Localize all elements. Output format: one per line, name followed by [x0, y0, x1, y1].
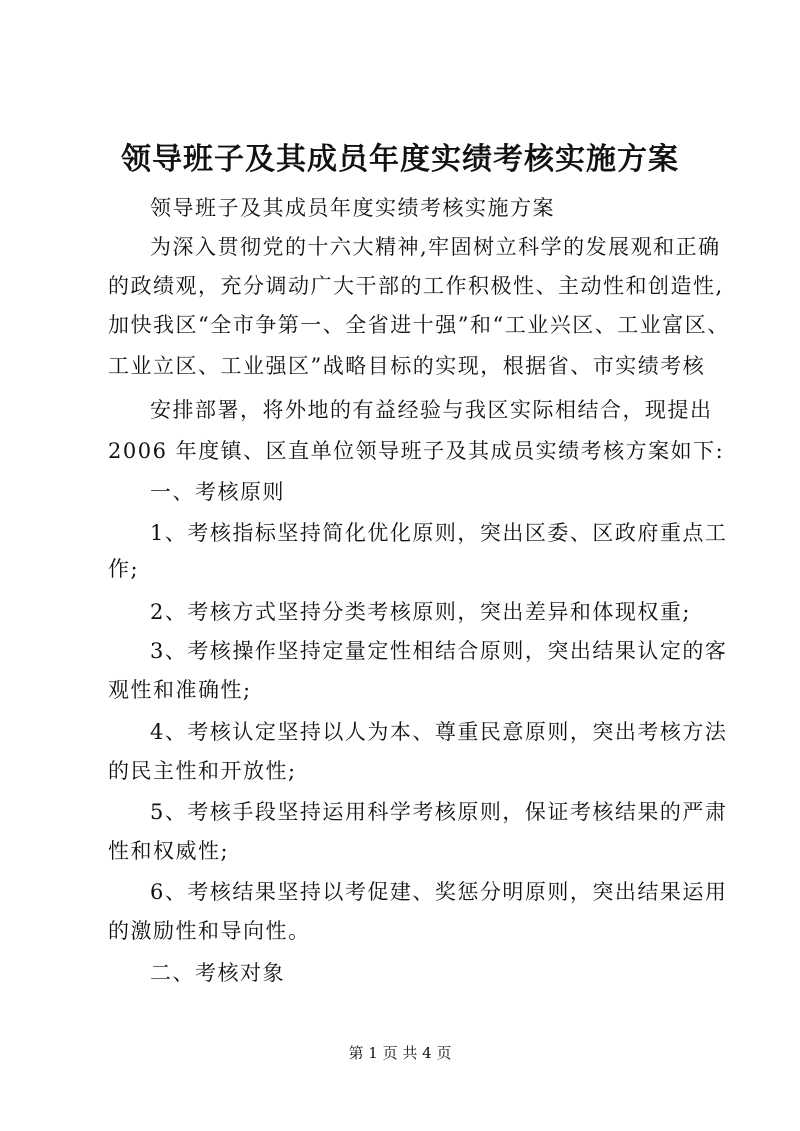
list-item: 2、考核方式坚持分类考核原则，突出差异和体现权重; [150, 600, 691, 624]
list-item: 3、考核操作坚持定量定性相结合原则，突出结果认定的客 [150, 639, 728, 663]
paragraph-line: 为深入贯彻党的十六大精神,牢固树立科学的发展观和正确 [150, 235, 721, 259]
section-heading: 一、考核原则 [150, 480, 285, 504]
paragraph-line: 2006 年度镇、区直单位领导班子及其成员实绩考核方案如下: [108, 439, 725, 463]
document-title: 领导班子及其成员年度实绩考核实施方案 [121, 142, 679, 177]
list-item-continuation: 观性和准确性; [108, 678, 252, 702]
list-item-continuation: 的激励性和导向性。 [108, 919, 311, 943]
list-item: 6、考核结果坚持以考促建、奖惩分明原则，突出结果运用 [150, 880, 728, 904]
document-subtitle: 领导班子及其成员年度实绩考核实施方案 [150, 196, 555, 220]
page-number: 第 1 页 共 4 页 [348, 1044, 452, 1062]
list-item-continuation: 性和权威性; [108, 839, 230, 863]
list-item: 1、考核指标坚持简化优化原则，突出区委、区政府重点工 [150, 521, 728, 545]
list-item-continuation: 作; [108, 557, 140, 581]
paragraph-line: 工业立区、工业强区”战略目标的实现，根据省、市实绩考核 [108, 354, 706, 378]
list-item: 4、考核认定坚持以人为本、尊重民意原则，突出考核方法 [150, 720, 728, 744]
paragraph-line: 的政绩观，充分调动广大干部的工作积极性、主动性和创造性, [108, 274, 724, 298]
list-item: 5、考核手段坚持运用科学考核原则，保证考核结果的严肃 [150, 800, 728, 824]
paragraph-line: 安排部署，将外地的有益经验与我区实际相结合，现提出 [150, 398, 713, 422]
paragraph-line: 加快我区“全市争第一、全省进十强”和“工业兴区、工业富区、 [108, 313, 730, 337]
section-heading: 二、考核对象 [150, 961, 285, 985]
list-item-continuation: 的民主性和开放性; [108, 759, 297, 783]
